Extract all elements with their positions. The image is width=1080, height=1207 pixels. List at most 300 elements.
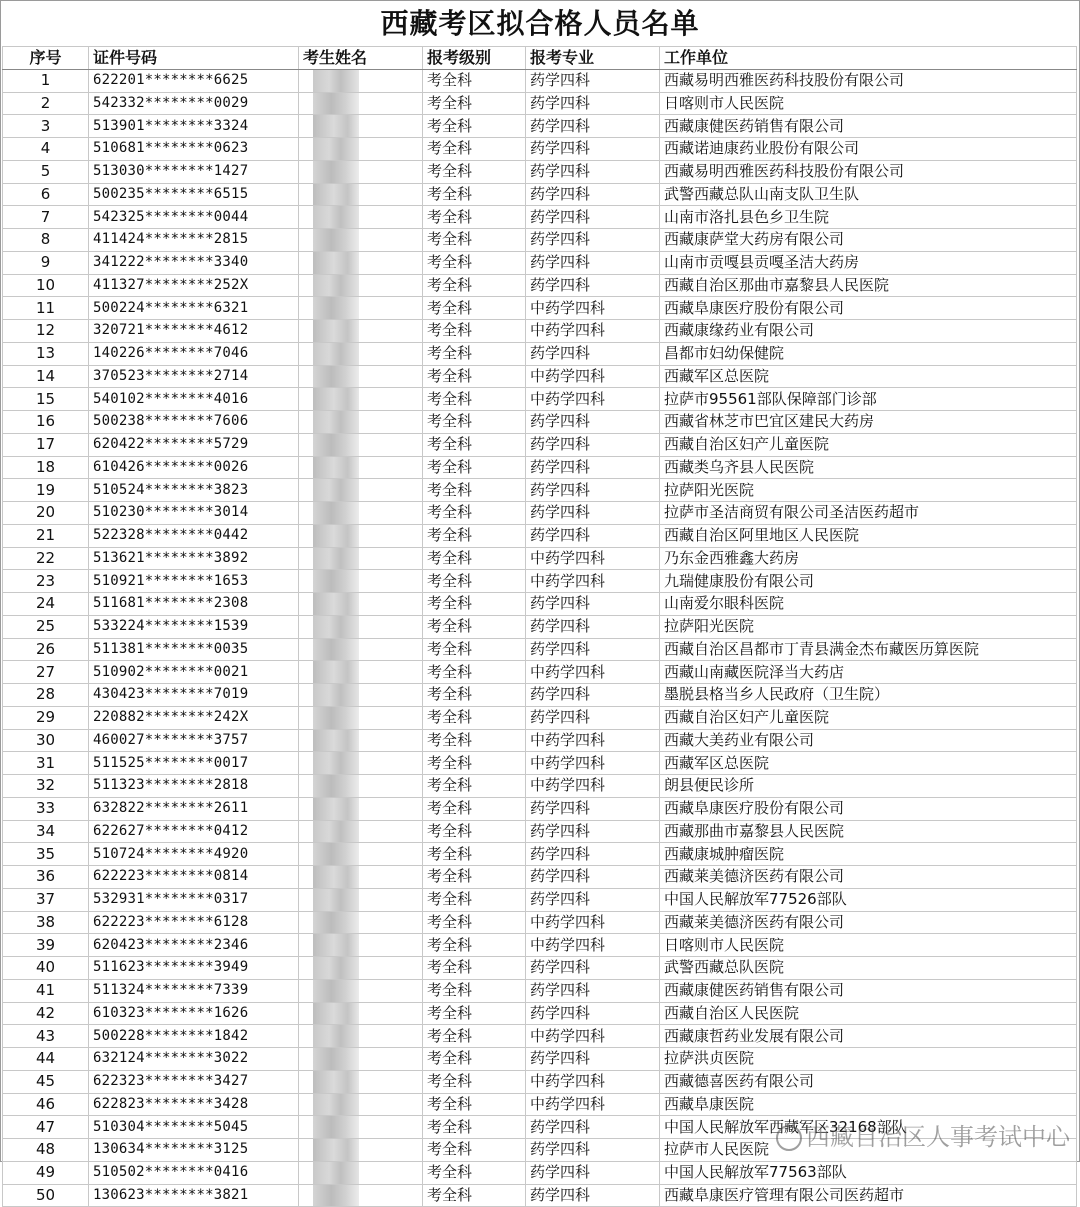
table-row bbox=[3, 479, 1077, 502]
table-row bbox=[3, 615, 1077, 638]
cell-name-redacted bbox=[299, 479, 423, 502]
cell-name-redacted bbox=[299, 251, 423, 274]
cell-no: 49 bbox=[3, 1161, 89, 1184]
redacted-name-blur bbox=[313, 593, 359, 615]
cell-no: 16 bbox=[3, 411, 89, 434]
redacted-name-blur bbox=[313, 1116, 359, 1138]
cell-no: 20 bbox=[3, 502, 89, 525]
cell-major: 中药学四科 bbox=[526, 911, 660, 934]
table-row bbox=[3, 593, 1077, 616]
cell-major: 药学四科 bbox=[526, 479, 660, 502]
cell-id: 511681********2308 bbox=[89, 593, 299, 616]
cell-major: 中药学四科 bbox=[526, 297, 660, 320]
cell-level: 考全科 bbox=[423, 502, 526, 525]
redacted-name-blur bbox=[313, 639, 359, 661]
cell-id: 411327********252X bbox=[89, 274, 299, 297]
cell-no: 37 bbox=[3, 888, 89, 911]
cell-no: 10 bbox=[3, 274, 89, 297]
cell-id: 620422********5729 bbox=[89, 433, 299, 456]
redacted-name-blur bbox=[313, 821, 359, 843]
cell-unit: 西藏莱美德济医药有限公司 bbox=[660, 911, 1077, 934]
cell-name-redacted bbox=[299, 866, 423, 889]
cell-unit: 日喀则市人民医院 bbox=[660, 92, 1077, 115]
cell-id: 500238********7606 bbox=[89, 411, 299, 434]
cell-id: 511623********3949 bbox=[89, 957, 299, 980]
table-header-row bbox=[3, 47, 1077, 70]
cell-no: 8 bbox=[3, 229, 89, 252]
redacted-name-blur bbox=[313, 434, 359, 456]
cell-unit: 西藏德喜医药有限公司 bbox=[660, 1070, 1077, 1093]
cell-major: 药学四科 bbox=[526, 1116, 660, 1139]
cell-name-redacted bbox=[299, 1116, 423, 1139]
cell-unit: 西藏类乌齐县人民医院 bbox=[660, 456, 1077, 479]
cell-major: 中药学四科 bbox=[526, 1025, 660, 1048]
cell-id: 511525********0017 bbox=[89, 752, 299, 775]
table-row bbox=[3, 138, 1077, 161]
cell-major: 药学四科 bbox=[526, 797, 660, 820]
cell-no: 39 bbox=[3, 934, 89, 957]
header-id: 证件号码 bbox=[89, 47, 299, 70]
document-title: 西藏考区拟合格人员名单 bbox=[380, 7, 700, 40]
cell-level: 考全科 bbox=[423, 411, 526, 434]
header-unit: 工作单位 bbox=[660, 47, 1077, 70]
cell-name-redacted bbox=[299, 979, 423, 1002]
cell-id: 622323********3427 bbox=[89, 1070, 299, 1093]
table-row bbox=[3, 115, 1077, 138]
cell-id: 622823********3428 bbox=[89, 1093, 299, 1116]
candidate-table bbox=[2, 46, 1077, 1207]
cell-name-redacted bbox=[299, 388, 423, 411]
cell-unit: 西藏自治区阿里地区人民医院 bbox=[660, 524, 1077, 547]
redacted-name-blur bbox=[313, 1185, 359, 1207]
cell-name-redacted bbox=[299, 433, 423, 456]
table-row bbox=[3, 365, 1077, 388]
table-row bbox=[3, 229, 1077, 252]
cell-unit: 西藏阜康医疗管理有限公司医药超市 bbox=[660, 1184, 1077, 1207]
cell-id: 632822********2611 bbox=[89, 797, 299, 820]
cell-level: 考全科 bbox=[423, 888, 526, 911]
cell-major: 中药学四科 bbox=[526, 934, 660, 957]
cell-major: 中药学四科 bbox=[526, 1093, 660, 1116]
cell-id: 513030********1427 bbox=[89, 160, 299, 183]
cell-id: 510921********1653 bbox=[89, 570, 299, 593]
cell-no: 9 bbox=[3, 251, 89, 274]
redacted-name-blur bbox=[313, 843, 359, 865]
cell-name-redacted bbox=[299, 229, 423, 252]
cell-unit: 西藏阜康医疗股份有限公司 bbox=[660, 297, 1077, 320]
cell-level: 考全科 bbox=[423, 843, 526, 866]
table-row bbox=[3, 706, 1077, 729]
cell-no: 22 bbox=[3, 547, 89, 570]
redacted-name-blur bbox=[313, 730, 359, 752]
cell-level: 考全科 bbox=[423, 320, 526, 343]
table-row bbox=[3, 547, 1077, 570]
redacted-name-blur bbox=[313, 184, 359, 206]
cell-name-redacted bbox=[299, 274, 423, 297]
table-row bbox=[3, 661, 1077, 684]
cell-no: 30 bbox=[3, 729, 89, 752]
table-row bbox=[3, 797, 1077, 820]
cell-level: 考全科 bbox=[423, 1161, 526, 1184]
cell-id: 622223********6128 bbox=[89, 911, 299, 934]
cell-level: 考全科 bbox=[423, 684, 526, 707]
cell-id: 220882********242X bbox=[89, 706, 299, 729]
table-row bbox=[3, 729, 1077, 752]
cell-no: 18 bbox=[3, 456, 89, 479]
cell-id: 460027********3757 bbox=[89, 729, 299, 752]
redacted-name-blur bbox=[313, 934, 359, 956]
cell-name-redacted bbox=[299, 547, 423, 570]
cell-id: 510502********0416 bbox=[89, 1161, 299, 1184]
cell-id: 510681********0623 bbox=[89, 138, 299, 161]
cell-major: 药学四科 bbox=[526, 274, 660, 297]
cell-name-redacted bbox=[299, 115, 423, 138]
redacted-name-blur bbox=[313, 752, 359, 774]
cell-id: 130623********3821 bbox=[89, 1184, 299, 1207]
cell-major: 中药学四科 bbox=[526, 729, 660, 752]
cell-unit: 中国人民解放军西藏军区32168部队 bbox=[660, 1116, 1077, 1139]
cell-name-redacted bbox=[299, 342, 423, 365]
cell-id: 511323********2818 bbox=[89, 775, 299, 798]
table-row bbox=[3, 820, 1077, 843]
cell-major: 药学四科 bbox=[526, 843, 660, 866]
cell-name-redacted bbox=[299, 843, 423, 866]
cell-unit: 拉萨阳光医院 bbox=[660, 479, 1077, 502]
cell-name-redacted bbox=[299, 911, 423, 934]
cell-name-redacted bbox=[299, 684, 423, 707]
cell-id: 510902********0021 bbox=[89, 661, 299, 684]
cell-no: 4 bbox=[3, 138, 89, 161]
cell-level: 考全科 bbox=[423, 251, 526, 274]
redacted-name-blur bbox=[313, 889, 359, 911]
cell-id: 510724********4920 bbox=[89, 843, 299, 866]
cell-level: 考全科 bbox=[423, 92, 526, 115]
cell-id: 540102********4016 bbox=[89, 388, 299, 411]
redacted-name-blur bbox=[313, 161, 359, 183]
cell-no: 33 bbox=[3, 797, 89, 820]
cell-unit: 西藏山南藏医院泽当大药店 bbox=[660, 661, 1077, 684]
cell-id: 620423********2346 bbox=[89, 934, 299, 957]
cell-id: 320721********4612 bbox=[89, 320, 299, 343]
header-no: 序号 bbox=[3, 47, 89, 70]
cell-major: 中药学四科 bbox=[526, 365, 660, 388]
table-row bbox=[3, 911, 1077, 934]
cell-unit: 昌都市妇幼保健院 bbox=[660, 342, 1077, 365]
cell-id: 500235********6515 bbox=[89, 183, 299, 206]
cell-level: 考全科 bbox=[423, 729, 526, 752]
cell-major: 药学四科 bbox=[526, 706, 660, 729]
cell-unit: 中国人民解放军77563部队 bbox=[660, 1161, 1077, 1184]
cell-no: 23 bbox=[3, 570, 89, 593]
cell-name-redacted bbox=[299, 593, 423, 616]
cell-unit: 拉萨市人民医院 bbox=[660, 1139, 1077, 1162]
cell-unit: 拉萨阳光医院 bbox=[660, 615, 1077, 638]
cell-no: 42 bbox=[3, 1002, 89, 1025]
cell-unit: 山南市洛扎县色乡卫生院 bbox=[660, 206, 1077, 229]
table-row bbox=[3, 979, 1077, 1002]
cell-name-redacted bbox=[299, 1139, 423, 1162]
cell-major: 药学四科 bbox=[526, 638, 660, 661]
cell-level: 考全科 bbox=[423, 183, 526, 206]
redacted-name-blur bbox=[313, 206, 359, 228]
redacted-name-blur bbox=[313, 229, 359, 251]
cell-no: 21 bbox=[3, 524, 89, 547]
cell-unit: 西藏易明西雅医药科技股份有限公司 bbox=[660, 69, 1077, 92]
cell-major: 药学四科 bbox=[526, 615, 660, 638]
cell-level: 考全科 bbox=[423, 479, 526, 502]
cell-level: 考全科 bbox=[423, 797, 526, 820]
cell-unit: 乃东金西雅鑫大药房 bbox=[660, 547, 1077, 570]
cell-level: 考全科 bbox=[423, 1184, 526, 1207]
cell-no: 17 bbox=[3, 433, 89, 456]
table-row bbox=[3, 388, 1077, 411]
cell-level: 考全科 bbox=[423, 1048, 526, 1071]
cell-id: 510304********5045 bbox=[89, 1116, 299, 1139]
cell-no: 15 bbox=[3, 388, 89, 411]
redacted-name-blur bbox=[313, 70, 359, 92]
cell-no: 45 bbox=[3, 1070, 89, 1093]
cell-level: 考全科 bbox=[423, 229, 526, 252]
cell-major: 药学四科 bbox=[526, 138, 660, 161]
cell-level: 考全科 bbox=[423, 1025, 526, 1048]
cell-no: 25 bbox=[3, 615, 89, 638]
table-row bbox=[3, 638, 1077, 661]
cell-major: 药学四科 bbox=[526, 979, 660, 1002]
cell-name-redacted bbox=[299, 297, 423, 320]
table-row bbox=[3, 1048, 1077, 1071]
cell-major: 药学四科 bbox=[526, 115, 660, 138]
redacted-name-blur bbox=[313, 1003, 359, 1025]
cell-id: 533224********1539 bbox=[89, 615, 299, 638]
table-row bbox=[3, 1025, 1077, 1048]
header-major: 报考专业 bbox=[526, 47, 660, 70]
cell-no: 41 bbox=[3, 979, 89, 1002]
table-row bbox=[3, 957, 1077, 980]
cell-name-redacted bbox=[299, 1093, 423, 1116]
cell-level: 考全科 bbox=[423, 593, 526, 616]
cell-id: 622223********0814 bbox=[89, 866, 299, 889]
cell-level: 考全科 bbox=[423, 638, 526, 661]
cell-name-redacted bbox=[299, 138, 423, 161]
cell-unit: 武警西藏总队山南支队卫生队 bbox=[660, 183, 1077, 206]
cell-major: 药学四科 bbox=[526, 1139, 660, 1162]
redacted-name-blur bbox=[313, 138, 359, 160]
cell-id: 511324********7339 bbox=[89, 979, 299, 1002]
table-row bbox=[3, 411, 1077, 434]
cell-unit: 中国人民解放军77526部队 bbox=[660, 888, 1077, 911]
cell-level: 考全科 bbox=[423, 775, 526, 798]
cell-level: 考全科 bbox=[423, 661, 526, 684]
cell-unit: 西藏大美药业有限公司 bbox=[660, 729, 1077, 752]
cell-level: 考全科 bbox=[423, 1116, 526, 1139]
redacted-name-blur bbox=[313, 93, 359, 115]
cell-unit: 拉萨市95561部队保障部门诊部 bbox=[660, 388, 1077, 411]
cell-major: 中药学四科 bbox=[526, 388, 660, 411]
cell-major: 药学四科 bbox=[526, 342, 660, 365]
table-row bbox=[3, 1002, 1077, 1025]
cell-id: 510524********3823 bbox=[89, 479, 299, 502]
cell-unit: 山南市贡嘎县贡嘎圣洁大药房 bbox=[660, 251, 1077, 274]
table-row bbox=[3, 502, 1077, 525]
redacted-name-blur bbox=[313, 548, 359, 570]
cell-unit: 西藏康萨堂大药房有限公司 bbox=[660, 229, 1077, 252]
cell-name-redacted bbox=[299, 206, 423, 229]
cell-no: 13 bbox=[3, 342, 89, 365]
cell-major: 药学四科 bbox=[526, 411, 660, 434]
cell-unit: 西藏自治区妇产儿童医院 bbox=[660, 433, 1077, 456]
cell-name-redacted bbox=[299, 92, 423, 115]
redacted-name-blur bbox=[313, 479, 359, 501]
cell-no: 1 bbox=[3, 69, 89, 92]
cell-unit: 朗县便民诊所 bbox=[660, 775, 1077, 798]
cell-no: 32 bbox=[3, 775, 89, 798]
cell-id: 532931********0317 bbox=[89, 888, 299, 911]
cell-no: 44 bbox=[3, 1048, 89, 1071]
redacted-name-blur bbox=[313, 957, 359, 979]
cell-level: 考全科 bbox=[423, 274, 526, 297]
cell-level: 考全科 bbox=[423, 1002, 526, 1025]
cell-level: 考全科 bbox=[423, 820, 526, 843]
cell-level: 考全科 bbox=[423, 69, 526, 92]
cell-unit: 西藏自治区那曲市嘉黎县人民医院 bbox=[660, 274, 1077, 297]
watermark bbox=[776, 1117, 1070, 1152]
cell-name-redacted bbox=[299, 820, 423, 843]
cell-level: 考全科 bbox=[423, 1139, 526, 1162]
cell-no: 43 bbox=[3, 1025, 89, 1048]
cell-unit: 西藏阜康医院 bbox=[660, 1093, 1077, 1116]
cell-level: 考全科 bbox=[423, 1070, 526, 1093]
cell-id: 632124********3022 bbox=[89, 1048, 299, 1071]
cell-name-redacted bbox=[299, 661, 423, 684]
cell-level: 考全科 bbox=[423, 115, 526, 138]
cell-no: 29 bbox=[3, 706, 89, 729]
cell-no: 34 bbox=[3, 820, 89, 843]
cell-unit: 西藏军区总医院 bbox=[660, 752, 1077, 775]
redacted-name-blur bbox=[313, 775, 359, 797]
cell-unit: 西藏莱美德济医药有限公司 bbox=[660, 866, 1077, 889]
redacted-name-blur bbox=[313, 1162, 359, 1184]
cell-id: 522328********0442 bbox=[89, 524, 299, 547]
cell-no: 2 bbox=[3, 92, 89, 115]
redacted-name-blur bbox=[313, 798, 359, 820]
cell-unit: 西藏易明西雅医药科技股份有限公司 bbox=[660, 160, 1077, 183]
cell-id: 542332********0029 bbox=[89, 92, 299, 115]
cell-unit: 日喀则市人民医院 bbox=[660, 934, 1077, 957]
cell-id: 542325********0044 bbox=[89, 206, 299, 229]
cell-unit: 拉萨市圣洁商贸有限公司圣洁医药超市 bbox=[660, 502, 1077, 525]
cell-unit: 西藏省林芝市巴宜区建民大药房 bbox=[660, 411, 1077, 434]
table-row bbox=[3, 570, 1077, 593]
cell-unit: 西藏康健医药销售有限公司 bbox=[660, 979, 1077, 1002]
cell-id: 513621********3892 bbox=[89, 547, 299, 570]
cell-level: 考全科 bbox=[423, 138, 526, 161]
cell-no: 12 bbox=[3, 320, 89, 343]
cell-name-redacted bbox=[299, 365, 423, 388]
cell-id: 513901********3324 bbox=[89, 115, 299, 138]
cell-major: 中药学四科 bbox=[526, 752, 660, 775]
cell-name-redacted bbox=[299, 69, 423, 92]
cell-id: 510230********3014 bbox=[89, 502, 299, 525]
cell-major: 药学四科 bbox=[526, 229, 660, 252]
cell-major: 中药学四科 bbox=[526, 547, 660, 570]
cell-major: 药学四科 bbox=[526, 92, 660, 115]
cell-name-redacted bbox=[299, 729, 423, 752]
cell-unit: 西藏康缘药业有限公司 bbox=[660, 320, 1077, 343]
cell-level: 考全科 bbox=[423, 524, 526, 547]
cell-name-redacted bbox=[299, 183, 423, 206]
cell-major: 中药学四科 bbox=[526, 570, 660, 593]
cell-major: 中药学四科 bbox=[526, 775, 660, 798]
cell-major: 中药学四科 bbox=[526, 1070, 660, 1093]
redacted-name-blur bbox=[313, 1139, 359, 1161]
cell-id: 411424********2815 bbox=[89, 229, 299, 252]
cell-unit: 西藏诺迪康药业股份有限公司 bbox=[660, 138, 1077, 161]
redacted-name-blur bbox=[313, 388, 359, 410]
cell-level: 考全科 bbox=[423, 365, 526, 388]
cell-no: 46 bbox=[3, 1093, 89, 1116]
table-row bbox=[3, 183, 1077, 206]
cell-major: 药学四科 bbox=[526, 1184, 660, 1207]
cell-level: 考全科 bbox=[423, 866, 526, 889]
cell-name-redacted bbox=[299, 615, 423, 638]
redacted-name-blur bbox=[313, 502, 359, 524]
table-row bbox=[3, 456, 1077, 479]
cell-no: 31 bbox=[3, 752, 89, 775]
table-row bbox=[3, 934, 1077, 957]
redacted-name-blur bbox=[313, 320, 359, 342]
cell-no: 11 bbox=[3, 297, 89, 320]
cell-unit: 西藏康城肿瘤医院 bbox=[660, 843, 1077, 866]
cell-unit: 西藏阜康医疗股份有限公司 bbox=[660, 797, 1077, 820]
cell-name-redacted bbox=[299, 1002, 423, 1025]
cell-no: 36 bbox=[3, 866, 89, 889]
cell-major: 中药学四科 bbox=[526, 320, 660, 343]
cell-id: 140226********7046 bbox=[89, 342, 299, 365]
cell-level: 考全科 bbox=[423, 979, 526, 1002]
table-row bbox=[3, 69, 1077, 92]
cell-level: 考全科 bbox=[423, 570, 526, 593]
redacted-name-blur bbox=[313, 980, 359, 1002]
redacted-name-blur bbox=[313, 1094, 359, 1116]
cell-unit: 西藏军区总医院 bbox=[660, 365, 1077, 388]
redacted-name-blur bbox=[313, 866, 359, 888]
table-row bbox=[3, 342, 1077, 365]
cell-no: 5 bbox=[3, 160, 89, 183]
cell-level: 考全科 bbox=[423, 615, 526, 638]
cell-name-redacted bbox=[299, 570, 423, 593]
cell-unit: 西藏康健医药销售有限公司 bbox=[660, 115, 1077, 138]
cell-level: 考全科 bbox=[423, 388, 526, 411]
cell-level: 考全科 bbox=[423, 160, 526, 183]
cell-no: 19 bbox=[3, 479, 89, 502]
cell-id: 341222********3340 bbox=[89, 251, 299, 274]
cell-major: 药学四科 bbox=[526, 957, 660, 980]
table-row bbox=[3, 524, 1077, 547]
cell-major: 药学四科 bbox=[526, 593, 660, 616]
header-name: 考生姓名 bbox=[299, 47, 423, 70]
cell-major: 药学四科 bbox=[526, 183, 660, 206]
cell-name-redacted bbox=[299, 638, 423, 661]
table-row bbox=[3, 684, 1077, 707]
cell-level: 考全科 bbox=[423, 456, 526, 479]
cell-name-redacted bbox=[299, 1070, 423, 1093]
cell-level: 考全科 bbox=[423, 706, 526, 729]
cell-name-redacted bbox=[299, 456, 423, 479]
cell-name-redacted bbox=[299, 752, 423, 775]
redacted-name-blur bbox=[313, 525, 359, 547]
header-level: 报考级别 bbox=[423, 47, 526, 70]
cell-major: 药学四科 bbox=[526, 820, 660, 843]
